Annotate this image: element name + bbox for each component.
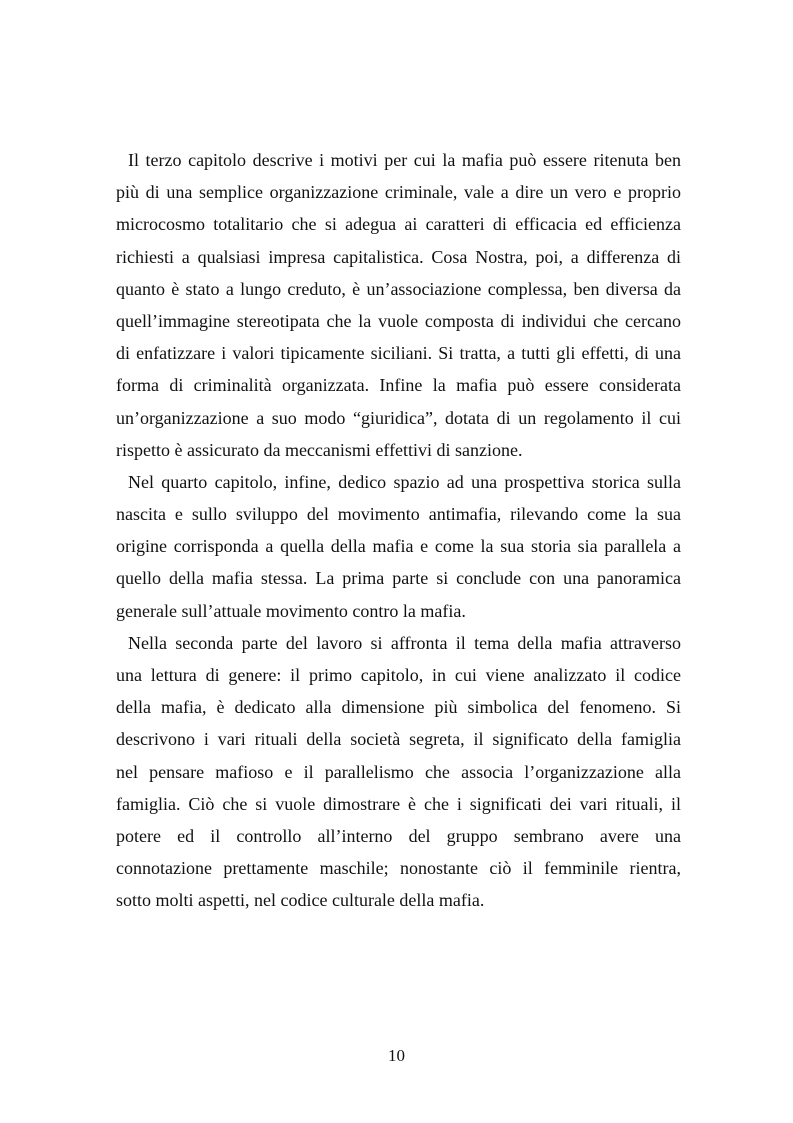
- text-line: Il terzo capitolo descrive i motivi per cui la mafia può essere ritenuta ben: [128, 150, 681, 170]
- text-line: descrivono i vari rituali della società segreta, il significato della famiglia: [116, 729, 681, 750]
- text-line: quanto è stato a lungo creduto, è un’associazione complessa, ben diversa da: [116, 278, 681, 299]
- text-line: connotazione prettamente maschile; nonostante ciò il femminile rientra,: [116, 858, 681, 879]
- text-line: quello della mafia stessa. La prima parte si conclude con una panoramica: [116, 568, 681, 589]
- text-line: forma di criminalità organizzata. Infine la mafia può essere considerata: [116, 375, 681, 396]
- body-text: [116, 144, 681, 917]
- text-line: Nel quarto capitolo, infine, dedico spazio ad una prospettiva storica sulla: [128, 471, 681, 492]
- page-number: 10: [388, 1046, 405, 1065]
- paragraph-3: [116, 627, 681, 917]
- text-line: microcosmo totalitario che si adegua ai caratteri di efficacia ed efficienza: [116, 214, 681, 235]
- text-line: richiesti a qualsiasi impresa capitalistica. Cosa Nostra, poi, a differenza di: [116, 246, 681, 267]
- text-line: generale sull’attuale movimento contro la mafia.: [116, 600, 466, 621]
- text-line: nascita e sullo sviluppo del movimento antimafia, rilevando come la sua: [116, 504, 681, 525]
- text-line: sotto molti aspetti, nel codice culturale della mafia.: [116, 890, 485, 911]
- text-line: origine corrisponda a quella della mafia e come la sua storia sia parallela a: [116, 536, 681, 557]
- text-line: una lettura di genere: il primo capitolo, in cui viene analizzato il codice: [116, 665, 681, 685]
- text-line: potere ed il controllo all’interno del gruppo sembrano avere una: [116, 825, 681, 846]
- text-line: della mafia, è dedicato alla dimensione più simbolica del fenomeno. Si: [116, 697, 681, 718]
- paragraph-2: [116, 466, 681, 627]
- paragraph-1: [116, 144, 681, 466]
- text-line: nel pensare mafioso e il parallelismo che associa l’organizzazione alla: [116, 761, 681, 782]
- text-line: Nella seconda parte del lavoro si affronta il tema della mafia attraverso: [128, 632, 681, 653]
- text-line: più di una semplice organizzazione criminale, vale a dire un vero e proprio: [116, 182, 681, 203]
- text-line: famiglia. Ciò che si vuole dimostrare è che i significati dei vari rituali, il: [116, 793, 681, 814]
- text-line: un’organizzazione a suo modo “giuridica”, dotata di un regolamento il cui: [116, 407, 681, 428]
- text-line: rispetto è assicurato da meccanismi effettivi di sanzione.: [116, 439, 523, 460]
- text-line: quell’immagine stereotipata che la vuole composta di individui che cercano: [116, 310, 681, 331]
- text-line: di enfatizzare i valori tipicamente siciliani. Si tratta, a tutti gli effetti, di una: [116, 343, 681, 364]
